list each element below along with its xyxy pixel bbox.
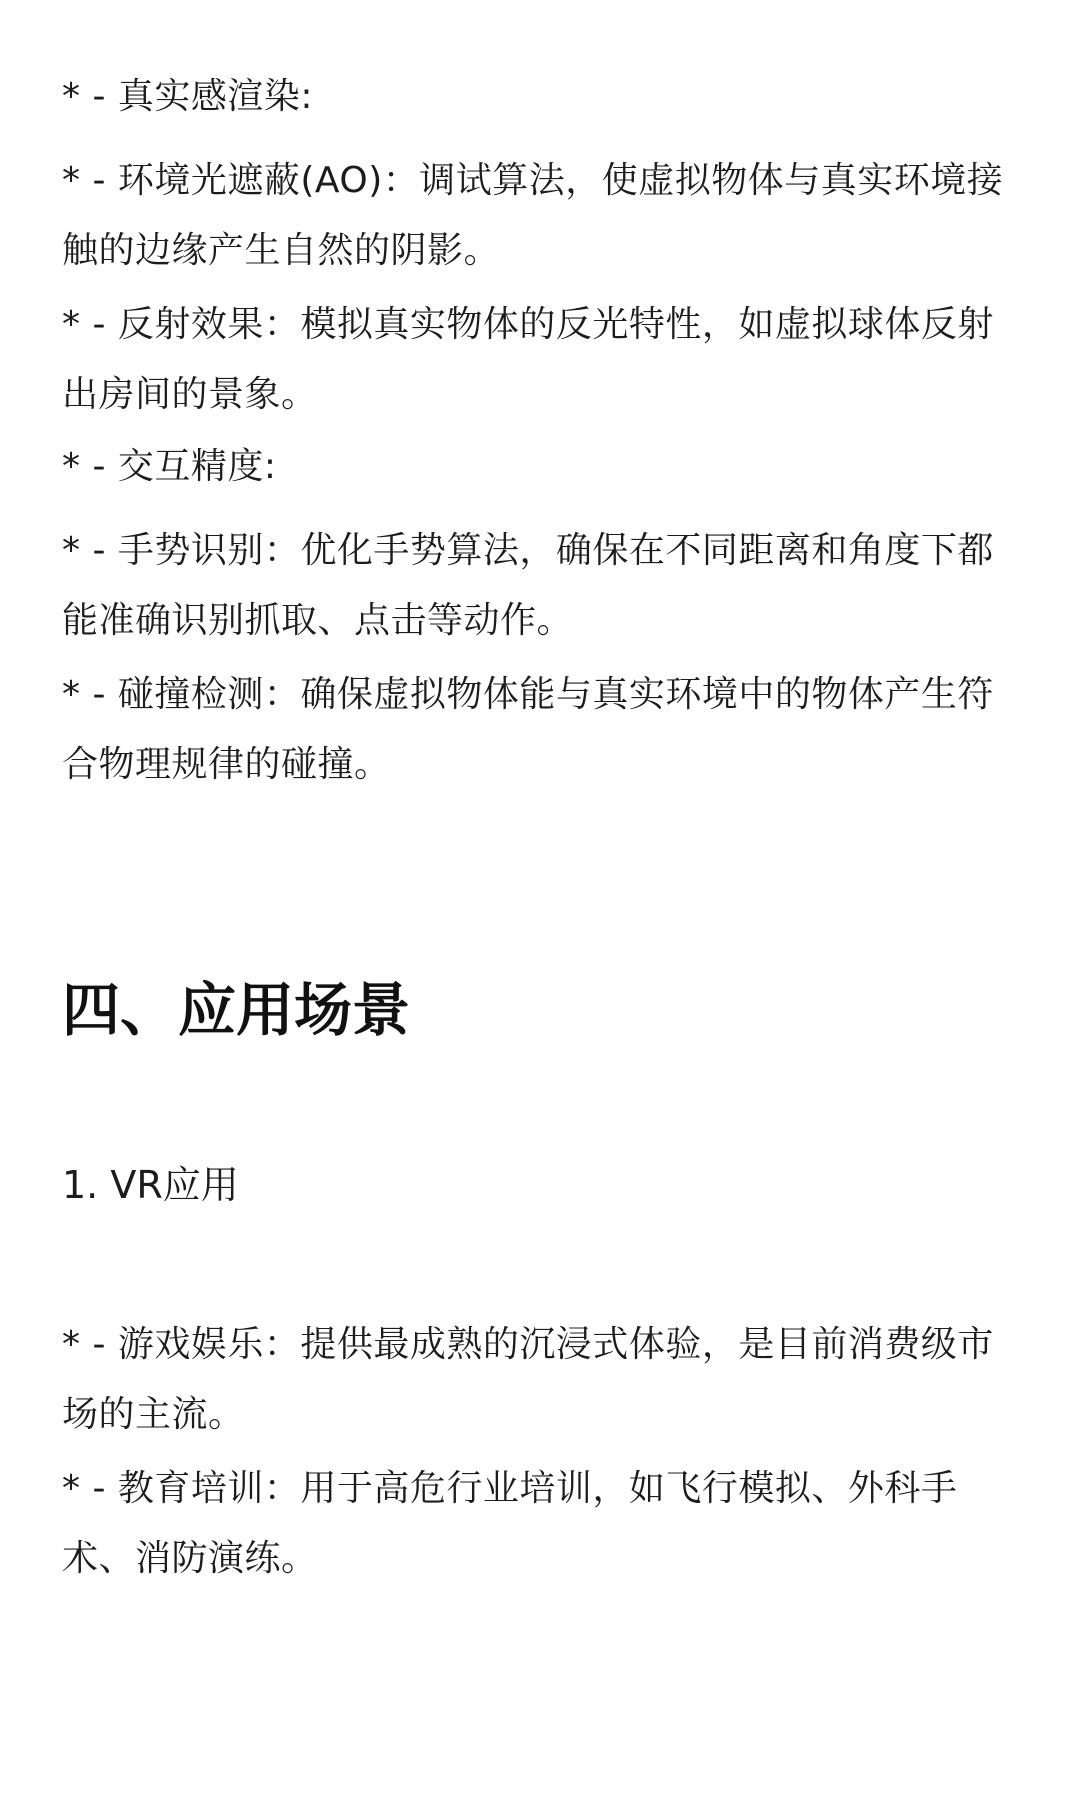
paragraph-ambient-occlusion: * - 环境光遮蔽(AO)：调试算法，使虚拟物体与真实环境接触的边缘产生自然的阴影。 [62,160,1004,271]
paragraph-education: * - 教育培训：用于高危行业培训，如飞行模拟、外科手术、消防演练。 [62,1468,958,1579]
paragraph-gesture-recognition: * - 手势识别：优化手势算法，确保在不同距离和角度下都能准确识别抓取、点击等动作。 [62,530,994,641]
paragraph-reflection: * - 反射效果：模拟真实物体的反光特性，如虚拟球体反射出房间的景象。 [62,304,994,415]
section-heading: 四、应用场景 [62,976,411,1044]
paragraph-collision-detection: * - 碰撞检测：确保虚拟物体能与真实环境中的物体产生符合物理规律的碰撞。 [62,674,994,785]
subheading-vr: 1. VR应用 [62,1163,239,1207]
paragraph-interaction-precision: * - 交互精度: [62,446,277,487]
paragraph-realistic-rendering: * - 真实感渲染: [62,76,314,117]
paragraph-gaming: * - 游戏娱乐：提供最成熟的沉浸式体验，是目前消费级市场的主流。 [62,1324,994,1435]
